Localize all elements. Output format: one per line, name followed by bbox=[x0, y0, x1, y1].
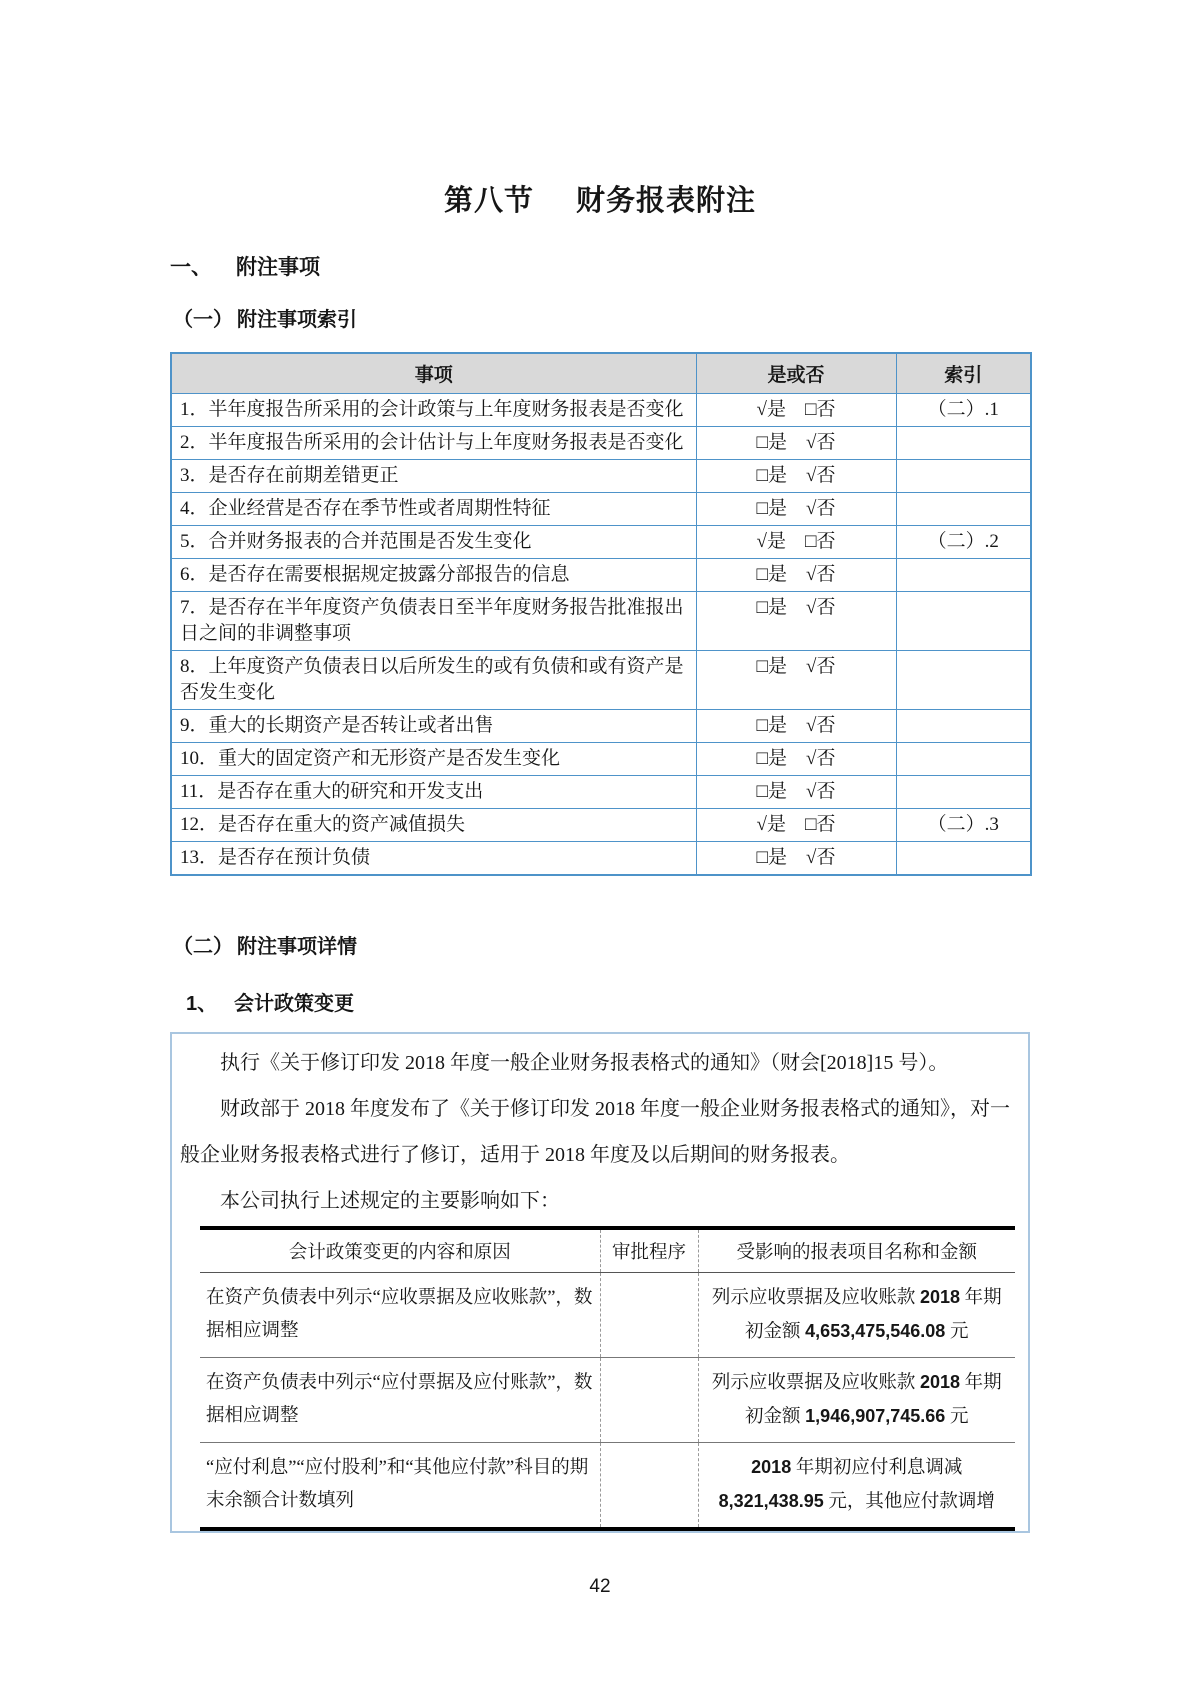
impact-cell bbox=[698, 1273, 1015, 1358]
index-cell bbox=[896, 493, 1031, 526]
answer-cell: □是 √否 bbox=[696, 776, 896, 809]
impact-text: 列示应收票据及应收账款 bbox=[711, 1373, 920, 1393]
answer-cell: □是 √否 bbox=[696, 559, 896, 592]
policy-table-row bbox=[200, 1273, 1015, 1358]
answer-cell: √是 □否 bbox=[696, 394, 896, 427]
answer-cell: □是 √否 bbox=[696, 493, 896, 526]
table-row bbox=[171, 493, 1031, 526]
page-title bbox=[170, 178, 1030, 219]
item-cell: 13．是否存在预计负债 bbox=[171, 842, 696, 876]
index-cell bbox=[896, 427, 1031, 460]
column-header-yes-no: 是或否 bbox=[696, 353, 896, 394]
impact-text: 年期初金额 bbox=[745, 1373, 1002, 1427]
column-header-content-reason: 会计政策变更的内容和原因 bbox=[200, 1228, 600, 1273]
policy-paragraph: 财政部于 2018 年度发布了《关于修订印发 2018 年度一般企业财务报表格式的通知》，对一般企业财务报表格式进行了修订，适用于 2018 年度及以后期间的财务报表。 bbox=[180, 1098, 1010, 1166]
impact-text: 年期初应付利息调减 bbox=[791, 1458, 963, 1478]
impact-text: 元 bbox=[945, 1322, 969, 1342]
page-title-section: 第八节 bbox=[443, 185, 534, 217]
index-cell bbox=[896, 460, 1031, 493]
approval-cell bbox=[600, 1443, 698, 1530]
table-row bbox=[171, 394, 1031, 427]
impact-year: 2018 bbox=[751, 1457, 792, 1477]
policy-paragraph: 本公司执行上述规定的主要影响如下： bbox=[220, 1190, 560, 1212]
table-row bbox=[171, 651, 1031, 710]
page-title-text: 财务报表附注 bbox=[576, 185, 757, 217]
table-row bbox=[171, 743, 1031, 776]
column-header-approval: 审批程序 bbox=[600, 1228, 698, 1273]
impact-year: 2018 bbox=[919, 1372, 961, 1392]
heading-notes-index bbox=[173, 303, 1030, 332]
item-cell: 11．是否存在重大的研究和开发支出 bbox=[171, 776, 696, 809]
answer-cell: √是 □否 bbox=[696, 526, 896, 559]
impact-text: 元，其他应付款调增 bbox=[823, 1492, 995, 1512]
item-cell: 7．是否存在半年度资产负债表日至半年度财务报告批准报出日之间的非调整事项 bbox=[171, 592, 696, 651]
table-row bbox=[171, 842, 1031, 876]
table-row bbox=[171, 427, 1031, 460]
item-cell: 4．企业经营是否存在季节性或者周期性特征 bbox=[171, 493, 696, 526]
approval-cell bbox=[600, 1273, 698, 1358]
answer-cell: □是 √否 bbox=[696, 460, 896, 493]
table-header-row bbox=[171, 353, 1031, 394]
table-row bbox=[171, 776, 1031, 809]
index-cell bbox=[896, 776, 1031, 809]
heading-notes-detail bbox=[173, 930, 1030, 959]
index-cell bbox=[896, 842, 1031, 876]
notes-index-table bbox=[170, 352, 1032, 876]
table-row bbox=[171, 559, 1031, 592]
impact-amount: 1,946,907,745.66 bbox=[805, 1406, 946, 1426]
index-cell bbox=[896, 743, 1031, 776]
impact-cell bbox=[698, 1443, 1015, 1530]
item-cell: 5．合并财务报表的合并范围是否发生变化 bbox=[171, 526, 696, 559]
impact-text: 年期初金额 bbox=[745, 1288, 1002, 1342]
heading-policy-change bbox=[186, 987, 1030, 1016]
answer-cell: □是 √否 bbox=[696, 592, 896, 651]
impact-text: 列示应收票据及应收账款 bbox=[711, 1288, 920, 1308]
index-cell: （二）.2 bbox=[896, 526, 1031, 559]
heading-policy-change-title: 会计政策变更 bbox=[234, 993, 354, 1015]
answer-cell: √是 □否 bbox=[696, 809, 896, 842]
item-cell: 3．是否存在前期差错更正 bbox=[171, 460, 696, 493]
impact-cell bbox=[698, 1358, 1015, 1443]
item-cell: 2．半年度报告所采用的会计估计与上年度财务报表是否变化 bbox=[171, 427, 696, 460]
item-cell: 12．是否存在重大的资产减值损失 bbox=[171, 809, 696, 842]
index-cell bbox=[896, 559, 1031, 592]
answer-cell: □是 √否 bbox=[696, 710, 896, 743]
table-row bbox=[171, 809, 1031, 842]
table-row bbox=[171, 526, 1031, 559]
policy-table-header-row bbox=[200, 1228, 1015, 1273]
answer-cell: □是 √否 bbox=[696, 842, 896, 876]
policy-table-row bbox=[200, 1358, 1015, 1443]
answer-cell: □是 √否 bbox=[696, 651, 896, 710]
policy-change-table bbox=[200, 1226, 1015, 1531]
impact-text: 元 bbox=[945, 1407, 969, 1427]
policy-table-row bbox=[200, 1443, 1015, 1530]
item-cell: 8．上年度资产负债表日以后所发生的或有负债和或有资产是否发生变化 bbox=[171, 651, 696, 710]
answer-cell: □是 √否 bbox=[696, 743, 896, 776]
index-cell bbox=[896, 710, 1031, 743]
column-header-index: 索引 bbox=[896, 353, 1031, 394]
impact-amount: 8,321,438.95 bbox=[718, 1491, 824, 1511]
content-cell: 在资产负债表中列示“应收票据及应收账款”，数据相应调整 bbox=[200, 1273, 600, 1358]
content-cell: “应付利息”“应付股利”和“其他应付款”科目的期末余额合计数填列 bbox=[206, 1458, 589, 1511]
heading-policy-change-number: 1、 bbox=[186, 993, 218, 1015]
heading-notes-detail-title: 附注事项详情 bbox=[237, 936, 357, 958]
heading-notes-number: 一、 bbox=[170, 256, 212, 279]
column-header-item: 事项 bbox=[171, 353, 696, 394]
table-row bbox=[171, 710, 1031, 743]
item-cell: 1．半年度报告所采用的会计政策与上年度财务报表是否变化 bbox=[171, 394, 696, 427]
heading-notes-index-number: （一） bbox=[173, 309, 233, 331]
document-page bbox=[170, 0, 1030, 1533]
index-cell bbox=[896, 592, 1031, 651]
index-cell: （二）.1 bbox=[896, 394, 1031, 427]
policy-change-box bbox=[170, 1032, 1030, 1533]
table-row bbox=[171, 460, 1031, 493]
answer-cell: □是 √否 bbox=[696, 427, 896, 460]
column-header-impact: 受影响的报表项目名称和金额 bbox=[698, 1228, 1015, 1273]
impact-amount: 4,653,475,546.08 bbox=[805, 1321, 946, 1341]
heading-notes-title: 附注事项 bbox=[236, 256, 320, 279]
index-cell: （二）.3 bbox=[896, 809, 1031, 842]
item-cell: 10．重大的固定资产和无形资产是否发生变化 bbox=[171, 743, 696, 776]
heading-notes-index-title: 附注事项索引 bbox=[237, 309, 357, 331]
impact-year: 2018 bbox=[919, 1287, 961, 1307]
approval-cell bbox=[600, 1358, 698, 1443]
heading-notes bbox=[170, 251, 1030, 281]
table-row bbox=[171, 592, 1031, 651]
page-number: 42 bbox=[589, 1576, 611, 1597]
policy-paragraph: 执行《关于修订印发 2018 年度一般企业财务报表格式的通知》（财会[2018]15 号）。 bbox=[220, 1052, 949, 1074]
heading-notes-detail-number: （二） bbox=[173, 936, 233, 958]
item-cell: 6．是否存在需要根据规定披露分部报告的信息 bbox=[171, 559, 696, 592]
content-cell: 在资产负债表中列示“应付票据及应付账款”，数据相应调整 bbox=[200, 1358, 600, 1443]
item-cell: 9．重大的长期资产是否转让或者出售 bbox=[171, 710, 696, 743]
index-cell bbox=[896, 651, 1031, 710]
